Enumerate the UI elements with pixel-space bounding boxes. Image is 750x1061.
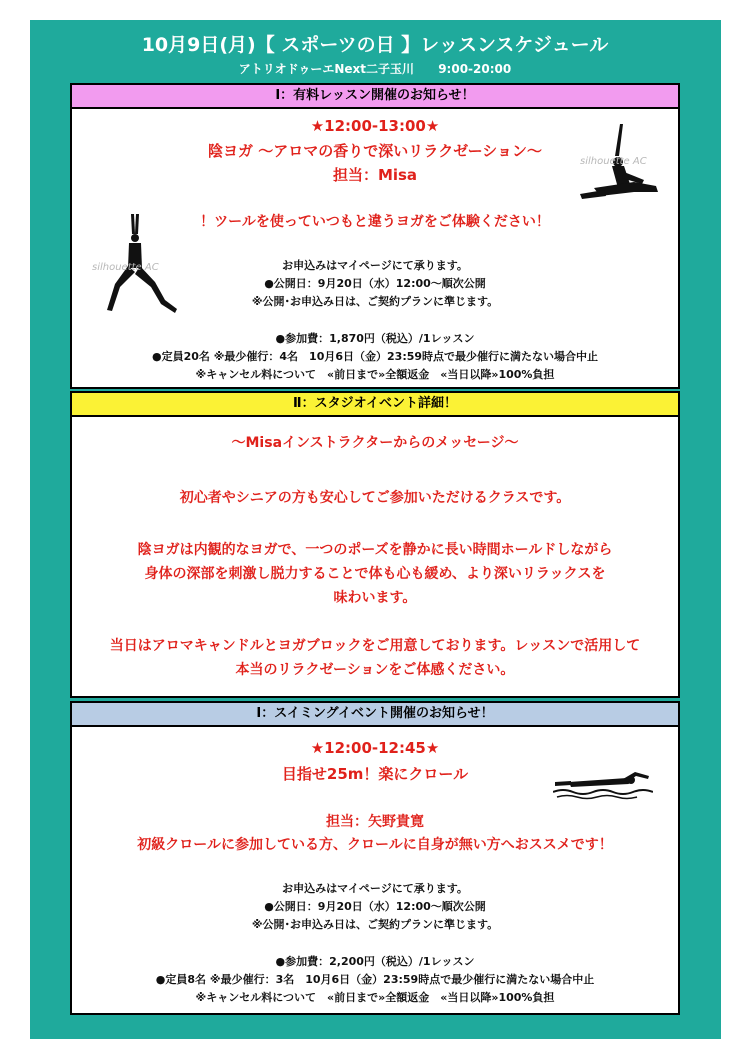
studio-line xyxy=(0,60,750,77)
section3-time: ★12:00-12:45★ xyxy=(310,739,440,757)
section1-instructor: 担当：Misa xyxy=(332,166,418,184)
section3-band: Ⅰ：スイミングイベント開催のお知らせ！ xyxy=(70,701,680,727)
section3-apply-note: お申込みはマイページにて承ります。 xyxy=(282,882,468,895)
section1-cancel: ※キャンセル料について «前日まで»全額返金 «当日以降»100%負担 xyxy=(195,368,555,381)
section2-paragraph1: 初心者やシニアの方も安心してご参加いただけるクラスです。 xyxy=(179,490,571,506)
section3-capacity: ●定員8名 ※最少催行：3名 10月6日（金）23:59時点で最少催行に満たない場合中止 xyxy=(155,973,595,986)
section1-watermark-left: silhouette AC xyxy=(92,262,159,273)
section3-fee: ●参加費：2,200円（税込）/1レッスン xyxy=(275,955,475,968)
section2-paragraph2-line3: 味わいます。 xyxy=(333,590,417,606)
section1-tagline: ！ツールを使っていつもと違うヨガをご体験ください！ xyxy=(200,214,550,230)
section2-band: Ⅱ：スタジオイベント詳細！ xyxy=(70,391,680,417)
section2-paragraph2-line1: 陰ヨガは内観的なヨガで、一つのポーズを静かに長い時間ホールドしながら xyxy=(137,542,613,558)
section1-plan-note: ※公開･お申込み日は、ご契約プランに準じます。 xyxy=(251,295,499,308)
section1-fee: ●参加費：1,870円（税込）/1レッスン xyxy=(275,332,475,345)
page-title: 10月9日(月)【 スポーツの日 】レッスンスケジュール xyxy=(141,34,609,56)
section2-paragraph2-line2: 身体の深部を刺激し脱力することで体も心も緩め、より深いリラックスを xyxy=(144,566,606,582)
section1-watermark-right: silhouette AC xyxy=(580,156,647,167)
section1-publish-date: ●公開日：9月20日（水）12:00～順次公開 xyxy=(264,277,486,290)
section2-message-title: ～Misaインストラクターからのメッセージ～ xyxy=(231,435,519,451)
swimmer-silhouette-icon xyxy=(553,768,653,800)
section2-paragraph3-line2: 本当のリラクゼーションをご体感ください。 xyxy=(235,662,515,678)
section3-plan-note: ※公開･お申込み日は、ご契約プランに準じます。 xyxy=(251,918,499,931)
studio-hours: 9:00-20:00 xyxy=(438,62,512,76)
section3-tagline: 初級クロールに参加している方、クロールに自身が無い方へおススメです！ xyxy=(137,837,613,853)
section1-time: ★12:00-13:00★ xyxy=(310,117,440,135)
section3-publish-date: ●公開日：9月20日（水）12:00～順次公開 xyxy=(264,900,486,913)
section2-paragraph3-line1: 当日はアロマキャンドルとヨガブロックをご用意しております。レッスンで活用して xyxy=(109,638,641,654)
section1-band: Ⅰ：有料レッスン開催のお知らせ！ xyxy=(70,83,680,109)
section1-capacity: ●定員20名 ※最少催行：4名 10月6日（金）23:59時点で最少催行に満たない場合中止 xyxy=(151,350,599,363)
section3-lesson-name: 目指せ25m！楽にクロール xyxy=(281,765,469,783)
section1-apply-note: お申込みはマイページにて承ります。 xyxy=(282,259,468,272)
studio-name: アトリオドゥーエNext二子玉川 xyxy=(238,62,415,76)
section3-instructor: 担当：矢野貴寛 xyxy=(326,814,424,830)
section3-cancel: ※キャンセル料について «前日まで»全額返金 «当日以降»100%負担 xyxy=(195,991,555,1004)
section1-lesson-name: 陰ヨガ ～アロマの香りで深いリラクゼーション～ xyxy=(207,142,543,160)
